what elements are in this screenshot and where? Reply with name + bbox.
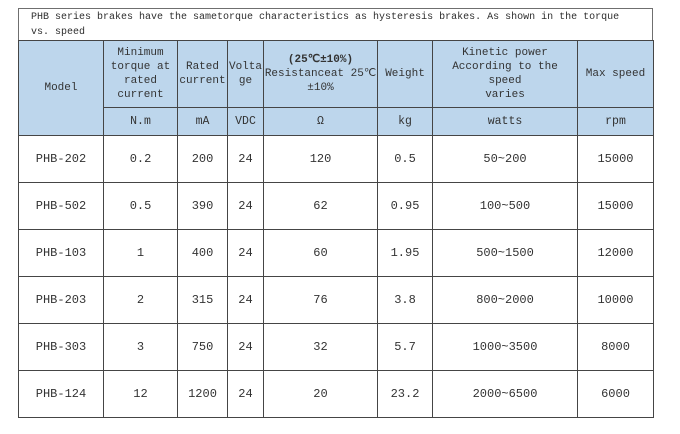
- table-row: [19, 230, 654, 277]
- header-line: ±10%: [307, 82, 334, 94]
- table-row: [19, 277, 654, 324]
- table-row: [19, 136, 654, 183]
- table-cell: 24: [228, 230, 264, 277]
- table-cell: 400: [178, 230, 228, 277]
- table-cell: 0.5: [378, 136, 433, 183]
- header-line: (25℃±10%): [287, 54, 354, 66]
- model-cell: PHB-203: [19, 277, 104, 324]
- table-cell: 0.2: [104, 136, 178, 183]
- unit-watts: watts: [433, 108, 578, 136]
- table-row: [19, 183, 654, 230]
- table-cell: 12: [104, 371, 178, 418]
- header-line: Max speed: [585, 68, 646, 80]
- header-line: Rated: [185, 61, 219, 73]
- table-cell: 3: [104, 324, 178, 371]
- model-cell: PHB-502: [19, 183, 104, 230]
- header-line: varies: [485, 89, 525, 101]
- table-cell: 120: [264, 136, 378, 183]
- table-cell: 390: [178, 183, 228, 230]
- table-cell: 24: [228, 183, 264, 230]
- table-cell: 10000: [578, 277, 654, 324]
- header-line: Model: [44, 82, 78, 94]
- header-row: [19, 41, 654, 108]
- table-cell: 2: [104, 277, 178, 324]
- column-header-min-torque: [104, 41, 178, 108]
- table-cell: 5.7: [378, 324, 433, 371]
- header-line: According to the speed: [452, 61, 558, 87]
- table-cell: 200: [178, 136, 228, 183]
- unit-rpm: rpm: [578, 108, 654, 136]
- column-header-max-speed: [578, 41, 654, 108]
- table-row: [19, 324, 654, 371]
- table-cell: 50~200: [433, 136, 578, 183]
- header-line: Volta: [228, 61, 262, 73]
- column-header-kinetic-power: [433, 41, 578, 108]
- intro-line-1: PHB series brakes have the sametorque characteristics as hysteresis brakes. As shown in the torque: [31, 12, 620, 23]
- unit-vdc: VDC: [228, 108, 264, 136]
- table-cell: 1200: [178, 371, 228, 418]
- intro-line-2: vs. speed: [31, 27, 86, 38]
- intro-text-box: [18, 8, 653, 41]
- table-cell: 315: [178, 277, 228, 324]
- model-cell: PHB-202: [19, 136, 104, 183]
- table-cell: 23.2: [378, 371, 433, 418]
- table-cell: 1: [104, 230, 178, 277]
- table-cell: 0.95: [378, 183, 433, 230]
- header-line: Weight: [385, 68, 425, 80]
- model-cell: PHB-103: [19, 230, 104, 277]
- model-cell: PHB-303: [19, 324, 104, 371]
- table-cell: 60: [264, 230, 378, 277]
- table-row: [19, 371, 654, 418]
- table-cell: 24: [228, 324, 264, 371]
- table-cell: 24: [228, 277, 264, 324]
- header-line: Minimum: [117, 47, 164, 59]
- header-line: Resistanceat 25℃: [264, 68, 377, 80]
- unit-ohm: Ω: [264, 108, 378, 136]
- table-cell: 1.95: [378, 230, 433, 277]
- column-header-rated-current: [178, 41, 228, 108]
- header-line: rated: [123, 75, 157, 87]
- table-cell: 2000~6500: [433, 371, 578, 418]
- table-cell: 6000: [578, 371, 654, 418]
- table-cell: 24: [228, 371, 264, 418]
- header-line: ge: [238, 75, 253, 87]
- table-cell: 24: [228, 136, 264, 183]
- unit-ma: mA: [178, 108, 228, 136]
- table-cell: 32: [264, 324, 378, 371]
- header-line: current: [117, 89, 164, 101]
- header-line: Kinetic power: [462, 47, 548, 59]
- header-line: torque at: [110, 61, 171, 73]
- model-cell: PHB-124: [19, 371, 104, 418]
- spec-table: [18, 40, 654, 418]
- table-cell: 76: [264, 277, 378, 324]
- table-cell: 8000: [578, 324, 654, 371]
- header-line: current: [179, 75, 226, 87]
- column-header-weight: [378, 41, 433, 108]
- column-header-resistance: [264, 41, 378, 108]
- table-cell: 750: [178, 324, 228, 371]
- units-row: [19, 108, 654, 136]
- table-cell: 1000~3500: [433, 324, 578, 371]
- table-cell: 100~500: [433, 183, 578, 230]
- unit-nm: N.m: [104, 108, 178, 136]
- table-cell: 0.5: [104, 183, 178, 230]
- table-cell: 12000: [578, 230, 654, 277]
- column-header-model: [19, 41, 104, 136]
- table-cell: 3.8: [378, 277, 433, 324]
- column-header-voltage: [228, 41, 264, 108]
- table-cell: 800~2000: [433, 277, 578, 324]
- table-cell: 20: [264, 371, 378, 418]
- table-cell: 15000: [578, 136, 654, 183]
- unit-kg: kg: [378, 108, 433, 136]
- table-cell: 62: [264, 183, 378, 230]
- table-cell: 500~1500: [433, 230, 578, 277]
- table-cell: 15000: [578, 183, 654, 230]
